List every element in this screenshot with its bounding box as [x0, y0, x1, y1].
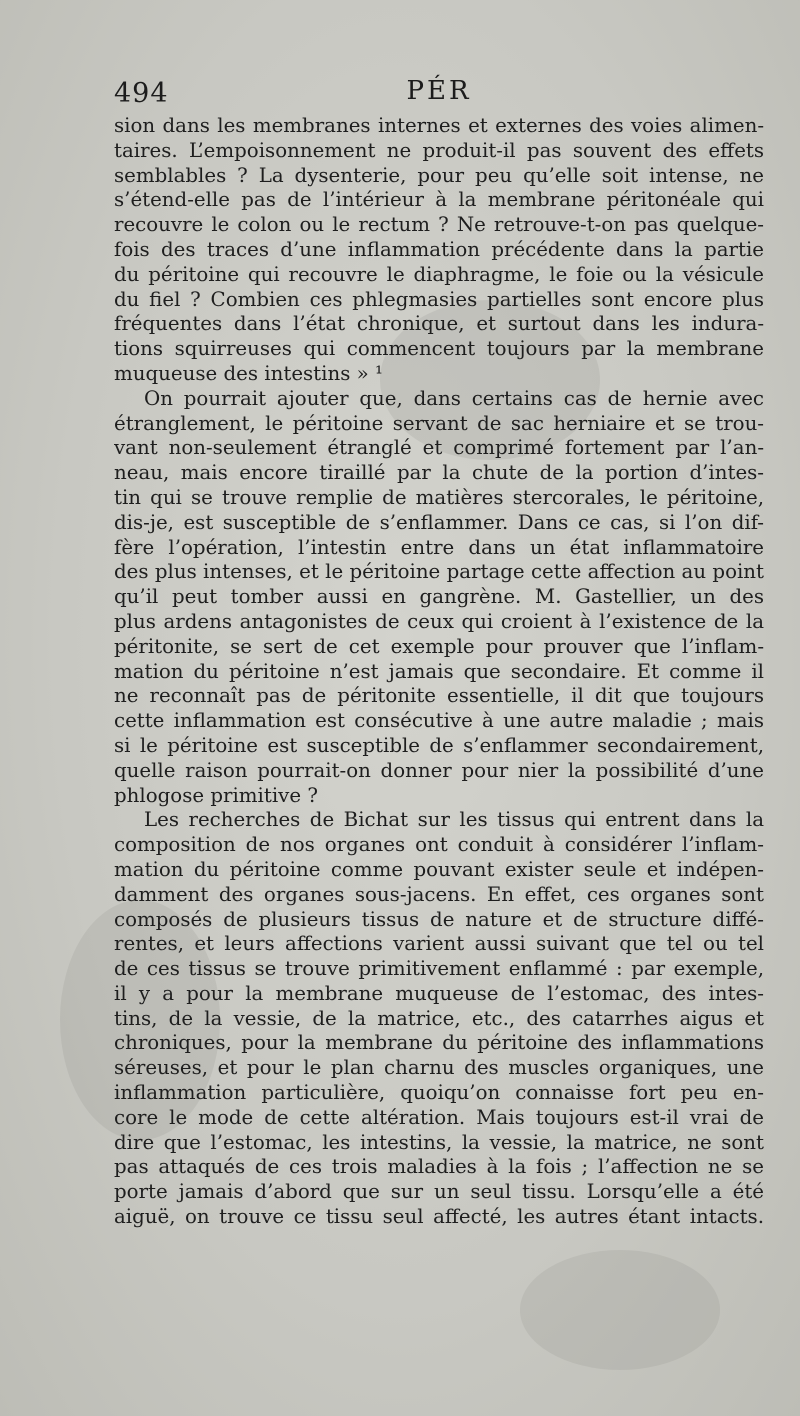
page-number: 494 [114, 78, 169, 109]
text-line: damment des organes sous-jacens. En effet, ces organes sont [114, 882, 764, 906]
running-head: PÉR [406, 76, 472, 106]
text-line: On pourrait ajouter que, dans certains cas de hernie avec [144, 386, 764, 410]
text-line: cette inflammation est consécutive à une autre maladie ; mais [114, 709, 764, 733]
text-line: tins, de la vessie, de la matrice, etc., des catarrhes aigus et [114, 1006, 764, 1030]
text-line: de ces tissus se trouve primitivement enflammé : par exemple, [114, 957, 764, 981]
text-line: il y a pour la membrane muqueuse de l’estomac, des intes- [114, 981, 764, 1005]
text-line: dire que l’estomac, les intestins, la vessie, la matrice, ne sont [114, 1130, 764, 1154]
text-line: semblables ? La dysenterie, pour peu qu’elle soit intense, ne [114, 163, 764, 187]
page-header [114, 76, 764, 116]
text-line: étranglement, le péritoine servant de sac herniaire et se trou- [114, 411, 764, 435]
text-line: tions squirreuses qui commencent toujours par la membrane [114, 337, 764, 361]
text-line: plus ardens antagonistes de ceux qui croient à l’existence de la [114, 609, 764, 633]
text-line: des plus intenses, et le péritoine partage cette affection au point [114, 560, 764, 584]
text-line: mation du péritoine comme pouvant exister seule et indépen- [114, 857, 764, 881]
text-line: fère l’opération, l’intestin entre dans un état inflammatoire [114, 535, 764, 559]
text-line: recouvre le colon ou le rectum ? Ne retrouve-t-on pas quelque- [114, 213, 764, 237]
text-line: inflammation particulière, quoiqu’on connaisse fort peu en- [114, 1081, 764, 1105]
text-line: vant non-seulement étranglé et comprimé fortement par l’an- [114, 436, 764, 460]
text-line: neau, mais encore tiraillé par la chute de la portion d’intes- [114, 461, 764, 485]
text-line: fois des traces d’une inflammation précédente dans la partie [114, 237, 764, 261]
text-line: taires. L’empoisonnement ne produit-il pas souvent des effets [114, 138, 764, 162]
text-line: rentes, et leurs affections varient aussi suivant que tel ou tel [114, 932, 764, 956]
text-line: phlogose primitive ? [114, 783, 318, 807]
text-line: tin qui se trouve remplie de matières stercorales, le péritoine, [114, 485, 764, 509]
text-line: du péritoine qui recouvre le diaphragme, le foie ou la vésicule [114, 262, 764, 286]
text-line: core le mode de cette altération. Mais toujours est-il vrai de [114, 1105, 764, 1129]
text-line: péritonite, se sert de cet exemple pour prouver que l’inflam- [114, 634, 764, 658]
text-line: composés de plusieurs tissus de nature et de structure diffé- [114, 907, 764, 931]
text-line: composition de nos organes ont conduit à considérer l’inflam- [114, 833, 764, 857]
text-line: muqueuse des intestins » ¹ [114, 361, 383, 385]
body-text [114, 114, 764, 1230]
text-line: sion dans les membranes internes et externes des voies alimen- [114, 114, 764, 137]
text-line: mation du péritoine n’est jamais que secondaire. Et comme il [114, 659, 764, 683]
text-line: qu’il peut tomber aussi en gangrène. M. Gastellier, un des [114, 585, 764, 609]
text-line: ne reconnaît pas de péritonite essentielle, il dit que toujours [114, 684, 764, 708]
text-line: séreuses, et pour le plan charnu des muscles organiques, une [114, 1056, 764, 1080]
text-line: dis-je, est susceptible de s’enflammer. Dans ce cas, si l’on dif- [114, 510, 764, 534]
text-line: s’étend-elle pas de l’intérieur à la membrane péritonéale qui [114, 188, 764, 212]
text-line: fréquentes dans l’état chronique, et surtout dans les indura- [114, 312, 764, 336]
text-line: Les recherches de Bichat sur les tissus qui entrent dans la [144, 808, 764, 832]
text-line: aiguë, on trouve ce tissu seul affecté, les autres étant intacts. [114, 1205, 764, 1229]
text-line: pas attaqués de ces trois maladies à la fois ; l’affection ne se [114, 1155, 764, 1179]
text-line: chroniques, pour la membrane du péritoine des inflammations [114, 1031, 764, 1055]
text-line: porte jamais d’abord que sur un seul tissu. Lorsqu’elle a été [114, 1180, 764, 1204]
text-line: du fiel ? Combien ces phlegmasies partielles sont encore plus [114, 287, 764, 311]
paper-stain [520, 1250, 720, 1370]
text-line: quelle raison pourrait-on donner pour nier la possibilité d’une [114, 758, 764, 782]
text-line: si le péritoine est susceptible de s’enflammer secondairement, [114, 733, 764, 757]
